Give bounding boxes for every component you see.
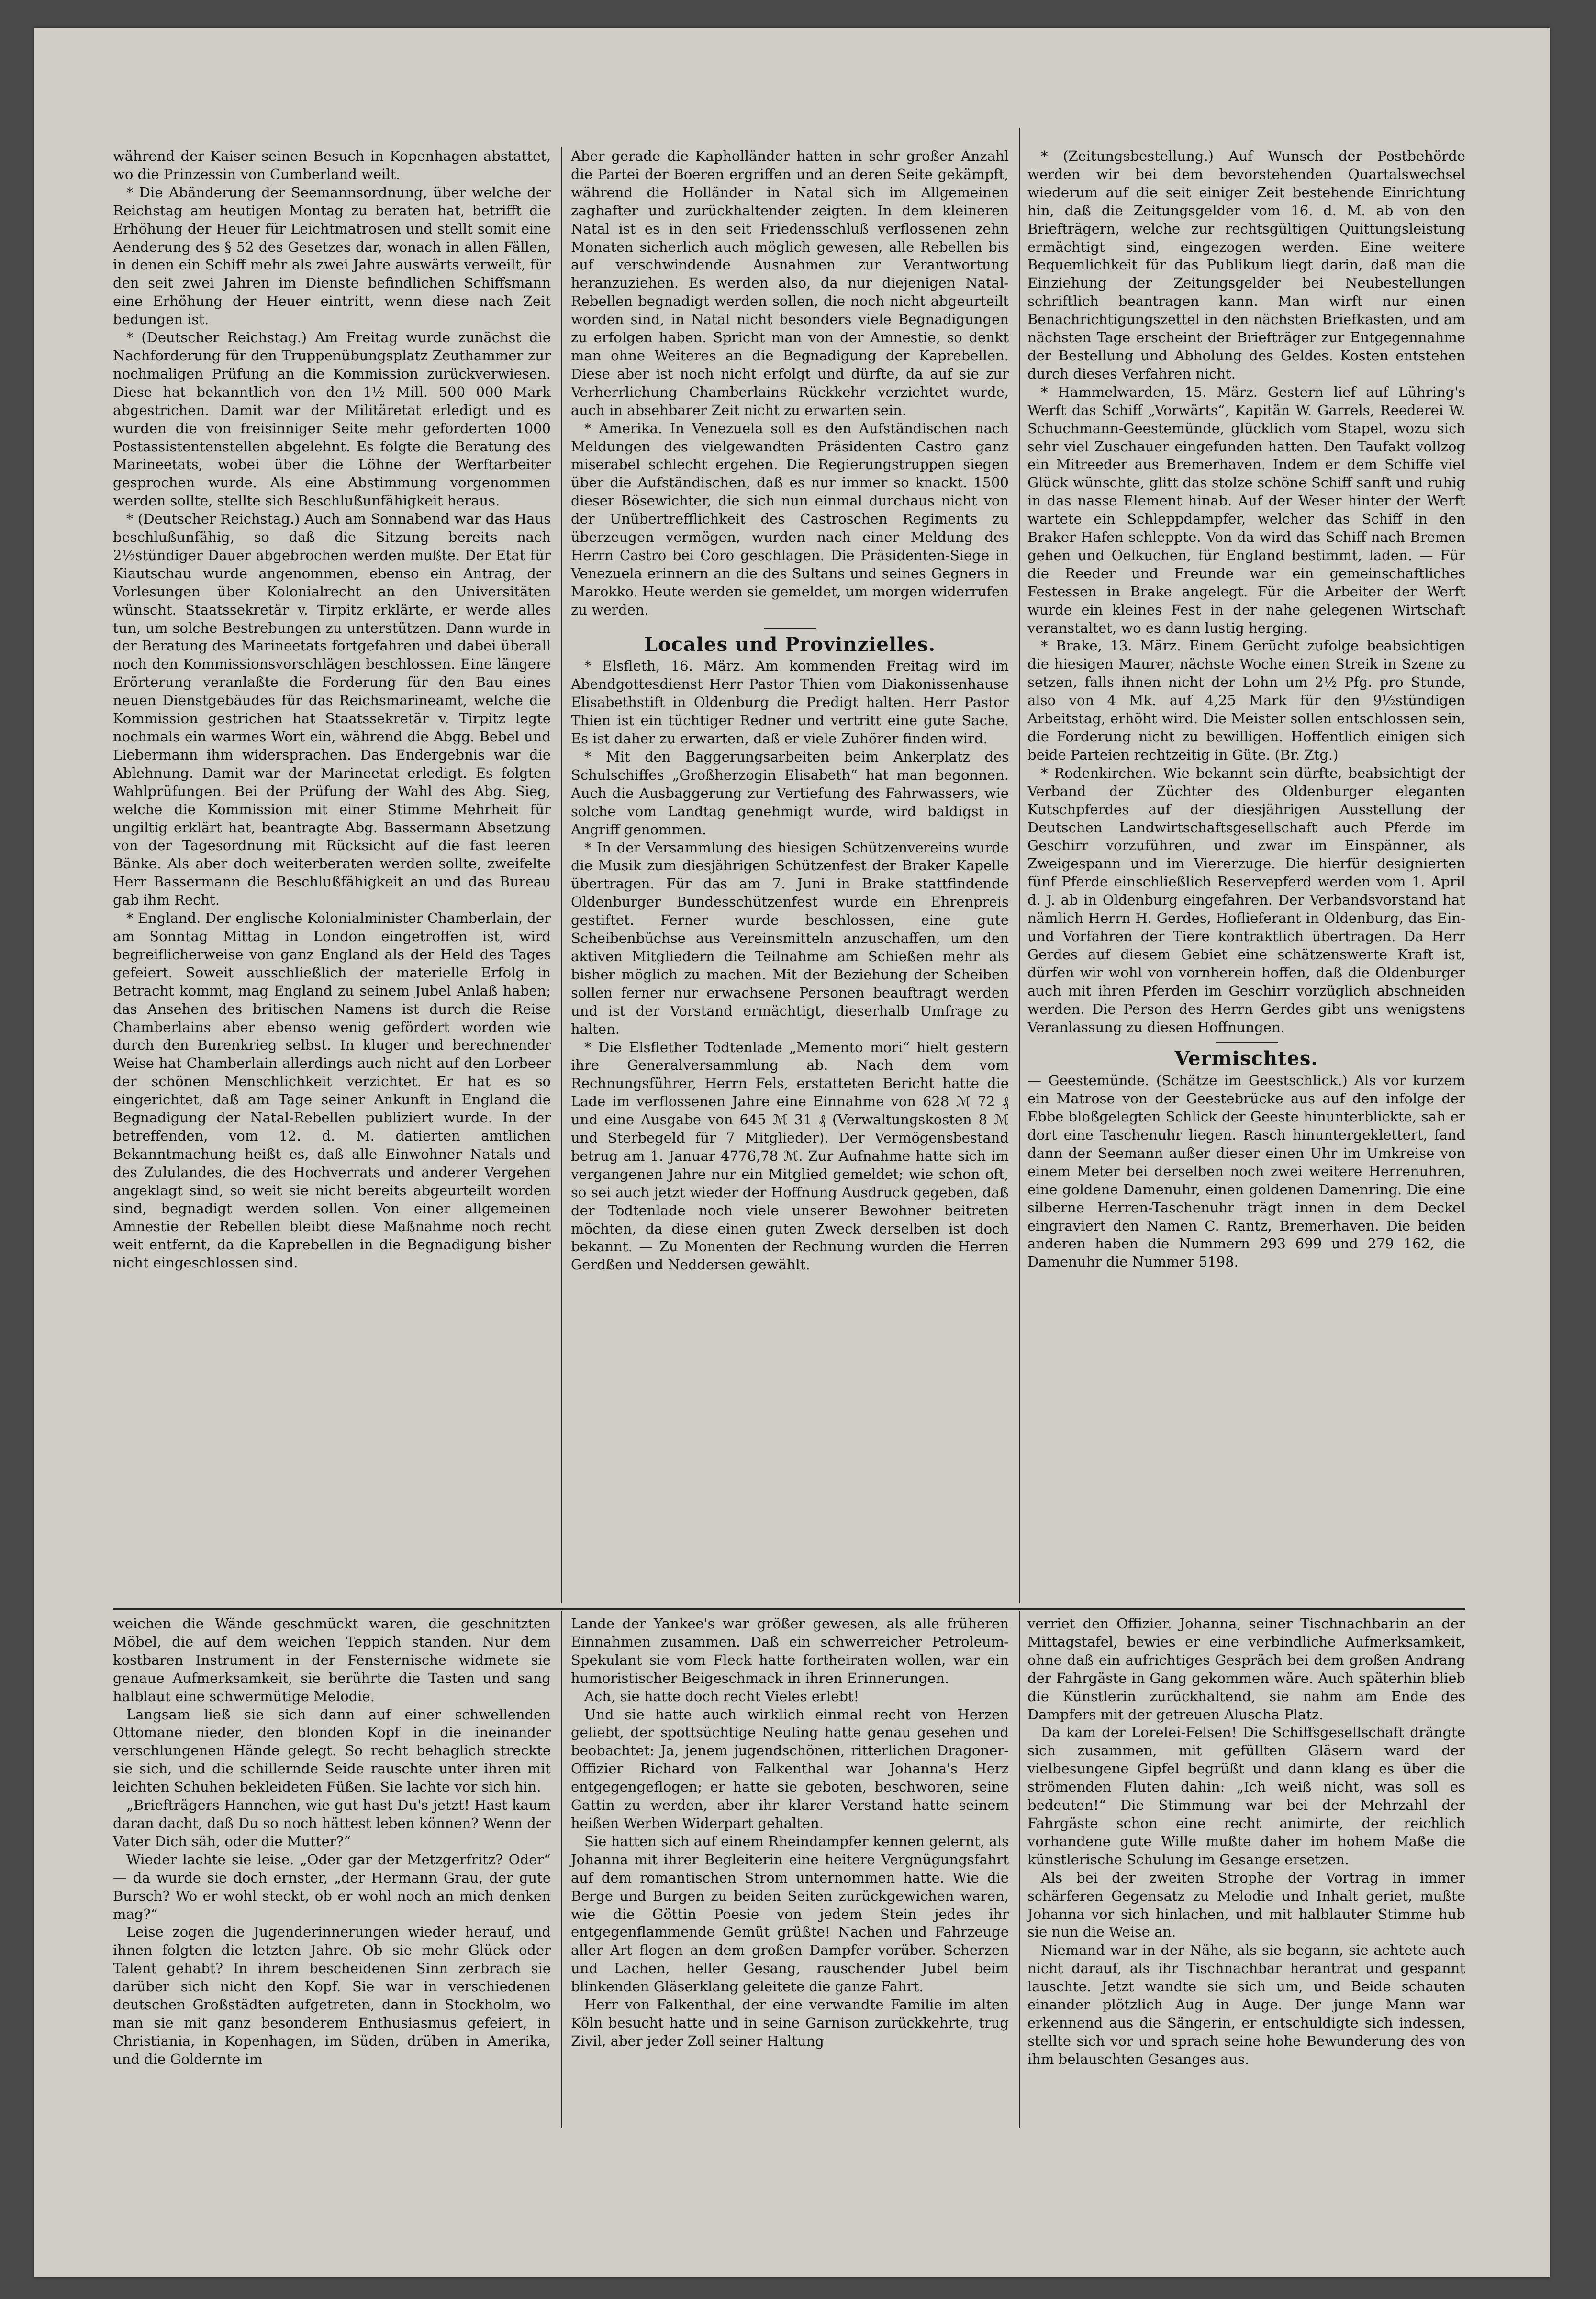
article-paragraph: Da kam der Lorelei-Felsen! Die Schiffsgesellschaft drängte sich zusammen, mit gefüllten Gläsern ward der vielbesungene Gipfel begrüßt und dann klang es über die strömenden Fluten dahin: „Ich weiß nicht, was soll es bedeuten!“ Die Stimmung war bei der Mehrzahl der Fahrgäste schon eine recht animirte, der reichlich vorhandene gute Wille mußte daher im hohem Maße die künstlerische Schulung im Gesange ersetzen. — [1027, 1724, 1465, 1868]
short-divider — [764, 628, 816, 629]
section-separator — [113, 1608, 1465, 1610]
article-paragraph: * Elsfleth, 16. März. Am kommenden Freitag wird im Abendgottesdienst Herr Pastor Thien vom Diakonissenhause Elisabethstift in Oldenburg die Predigt halten. Herr Pastor Thien ist ein tüchtiger Redner und vertritt eine gute Sache. Es ist daher zu erwarten, daß er viele Zuhörer finden wird. — [571, 658, 1009, 747]
article-paragraph: Langsam ließ sie sich dann auf einer schwellenden Ottomane nieder, den blonden Kopf in die ineinander verschlungenen Hände gelegt. So recht behaglich streckte sie sich, und die schillernde Seide rauschte unter ihren mit leichten Schuhen bekleideten Füßen. Sie lachte vor sich hin. — [113, 1706, 551, 1795]
article-paragraph: Sie hatten sich auf einem Rheindampfer kennen gelernt, als Johanna mit ihrer Begleiterin eine heitere Vergnügungsfahrt auf dem romantischen Strom unternommen hatte. Wie die Berge und Burgen zu beiden Seiten zurückgewichen waren, wie die Göttin Poesie von jedem Stein jedes ihr entgegenflammende Gemüt grüßte! Nachen und Fahrzeuge aller Art flogen an dem großen Dampfer vorüber. Scherzen und Lachen, heller Gesang, rauschender Jubel beim blinkenden Gläserklang geleitete die ganze Fahrt. — [571, 1833, 1009, 1995]
upper-column-2 — [571, 147, 1009, 1274]
upper-column-3 — [1027, 147, 1465, 1271]
article-paragraph: Lande der Yankee's war größer gewesen, als alle früheren Einnahmen zusammen. Daß ein schwerreicher Petroleum-Spekulant sie vom Fleck hatte fortheiraten wollen, war ein humoristischer Beigeschmack in ihren Erinnerungen. — [571, 1615, 1009, 1686]
article-paragraph: * England. Der englische Kolonialminister Chamberlain, der am Sonntag Mittag in London eingetroffen ist, wird begreiflicherweise von ganz England als der Held des Tages gefeiert. Soweit ausschließlich der materielle Erfolg in Betracht kommt, mag England zu seinem Jubel Anlaß haben; das Ansehen des britischen Namens ist durch die Reise Chamberlains aber ebenso wenig gefördert worden wie durch den Burenkrieg selbst. In kluger und berechnender Weise hat Chamberlain allerdings auch nicht auf den Lorbeer der schönen Menschlichkeit verzichtet. Er hat es so eingerichtet, daß am Tage seiner Ankunft in England die Begnadigung der Natal-Rebellen publiziert wurde. In der betreffenden, vom 12. d. M. datierten amtlichen Bekanntmachung heißt es, daß alle Einwohner Natals und des Zululandes, die des Hochverrats und anderer Vergehen angeklagt sind, so weit sie nicht bereits abgeurteilt worden sind, begnadigt werden sollen. Von einer allgemeinen Amnestie der Rebellen bleibt diese Maßnahme noch recht weit entfernt, da die Kaprebellen in die Begnadigung bisher nicht eingeschlossen sind. — [113, 910, 551, 1271]
article-paragraph: * Die Abänderung der Seemannsordnung, über welche der Reichstag am heutigen Montag zu beraten hat, betrifft die Erhöhung der Heuer für Leichtmatrosen und stellt somit eine Aenderung des § 52 des Gesetzes dar, wonach in allen Fällen, in denen ein Schiff mehr als zwei Jahre auswärts verweilt, für den seit zwei Jahren im Dienste befindlichen Schiffsmann eine Erhöhung der Heuer eintritt, wenn diese nach Zeit bedungen ist. — [113, 184, 551, 328]
column-divider — [561, 1611, 562, 2128]
column-divider — [561, 147, 562, 1603]
article-paragraph: * In der Versammlung des hiesigen Schützenvereins wurde die Musik zum diesjährigen Schützenfest der Braker Kapelle übertragen. Für das am 7. Juni in Brake stattfindende Oldenburger Bundesschützenfest wurde ein Ehrenpreis gestiftet. Ferner wurde beschlossen, eine gute Scheibenbüchse aus Vereinsmitteln anzuschaffen, um den aktiven Mitgliedern die Teilnahme am Schießen mehr als bisher möglich zu machen. Mit der Beziehung der Scheiben sollen ferner nur erwachsene Personen beauftragt werden und ist der Vorstand ermächtigt, dieserhalb Umfrage zu halten. — [571, 839, 1009, 1037]
article-paragraph: Wieder lachte sie leise. „Oder gar der Metzgerfritz? Oder“ — da wurde sie doch ernster, „der Hermann Grau, der gute Bursch? Wo er wohl steckt, ob er wohl noch an mich denken mag?“ — [113, 1851, 551, 1922]
upper-column-1 — [113, 147, 551, 1272]
column-divider — [1019, 128, 1020, 1603]
column-divider — [1019, 1611, 1020, 2128]
section-heading-vermischtes: Vermischtes. — [1174, 1047, 1318, 1070]
article-paragraph: Und sie hatte auch wirklich einmal recht von Herzen geliebt, der spottsüchtige Neuling hatte genau gesehen und beobachtet: Ja, jenem jugendschönen, ritterlichen Dragoner-Offizier Richard von Falkenthal war Johanna's Herz entgegengeflogen; er hatte sie geboten, beschworen, seine Gattin zu werden, aber ihr klarer Verstand hatte seinem heißen Werben Widerpart gehalten. — [571, 1706, 1009, 1831]
article-paragraph: * Rodenkirchen. Wie bekannt sein dürfte, beabsichtigt der Verband der Züchter des Oldenburger eleganten Kutschpferdes auf der diesjährigen Ausstellung der Deutschen Landwirtschaftsgesellschaft auch Pferde im Geschirr vorzuführen, und zwar im Einspänner, als Zweigespann und im Viererzuge. Die hierfür designierten fünf Pferde einschließlich Reservepferd werden vom 1. April d. J. ab in Oldenburg eingefahren. Der Verbandsvorstand hat nämlich Herrn H. Gerdes, Hoflieferant in Oldenburg, das Ein- und Vorfahren der Tiere kontraktlich übertragen. Da Herr Gerdes auf diesem Gebiet eine schätzenswerte Kraft ist, dürfen wir wohl von vornherein hoffen, daß die Oldenburger auch mit ihren Pferden im Geschirr vorzüglich abschneiden werden. Die Person des Herrn Gerdes gibt uns wenigstens Veranlassung zu diesen Hoffnungen. — [1027, 764, 1465, 1035]
article-paragraph: „Briefträgers Hannchen, wie gut hast Du's jetzt! Hast kaum daran dacht, daß Du so noch hättest leben können? Wenn der Vater Dich säh, oder die Mutter?“ — [113, 1797, 551, 1850]
lower-column-2 — [571, 1615, 1009, 2051]
article-paragraph: Aber gerade die Kapholländer hatten in sehr großer Anzahl die Partei der Boeren ergriffen und an deren Seite gekämpft, während die Holländer in Natal sich im Allgemeinen zaghafter und zurückhaltender zeigten. In dem kleineren Natal ist es in den seit Friedensschluß verflossenen zehn Monaten sicherlich auch möglich gewesen, alle Rebellen bis auf verschwindende Ausnahmen zur Verantwortung heranzuziehen. Es werden also, da nur diejenigen Natal-Rebellen begnadigt werden sollen, die noch nicht abgeurteilt worden sind, in Natal nicht besonders viele Begnadigungen zu erfolgen haben. Spricht man von der Amnestie, so denkt man ohne Weiteres an die Begnadigung der Kaprebellen. Diese aber ist noch nicht erfolgt und dürfte, da auf sie zur Verherrlichung Chamberlains Rückkehr verzichtet wurde, auch in absehbarer Zeit nicht zu erwarten sein. — [571, 148, 1009, 418]
lower-column-3 — [1027, 1615, 1465, 2069]
article-paragraph: * Die Elsflether Todtenlade „Memento mori“ hielt gestern ihre Generalversammlung ab. Nach dem vom Rechnungsführer, Herrn Fels, erstatteten Bericht hatte die Lade im verflossenen Jahre eine Einnahme von 628 ℳ 72 ₰ und eine Ausgabe von 645 ℳ 31 ₰ (Verwaltungskosten 8 ℳ und Sterbegeld für 7 Mitglieder). Der Vermögensbestand betrug am 1. Januar 4776,78 ℳ. Zur Aufnahme hatte sich im vergangenen Jahre nur ein Mitglied gemeldet; wie schon oft, so sei auch jetzt wieder der Hoffnung Ausdruck gegeben, daß der Todtenlade noch viele unserer Bewohner beitreten möchten, da diese einen guten Zweck derselben ist doch bekannt. — Zu Monenten der Rechnung wurden die Herren Gerdßen und Neddersen gewählt. — [571, 1039, 1009, 1273]
article-paragraph: Leise zogen die Jugenderinnerungen wieder herauf, und ihnen folgten die letzten Jahre. Ob sie mehr Glück oder Talent gehabt? In ihrem bescheidenen Sinn zerbrach sie darüber sich nicht den Kopf. Sie war in verschiedenen deutschen Großstädten aufgetreten, dann in Stockholm, wo man sie mit ganz besonderem Enthusiasmus gefeiert, in Christiania, in Kopenhagen, im Süden, drüben in Amerika, und die Goldernte im — [113, 1924, 551, 2067]
article-paragraph: Als bei der zweiten Strophe der Vortrag in immer schärferen Gegensatz zu Melodie und Inhalt geriet, mußte Johanna vor sich hinlachen, und mit halblauter Stimme hub sie nun die Weise an. — [1027, 1869, 1465, 1940]
article-paragraph: weichen die Wände geschmückt waren, die geschnitzten Möbel, die auf dem weichen Teppich standen. Nur dem kostbaren Instrument in der Fensternische widmete sie genaue Aufmerksamkeit, sie berührte die Tasten und sang halblaut eine schwermütige Melodie. — [113, 1615, 551, 1705]
short-divider — [1216, 1042, 1278, 1043]
article-paragraph: während der Kaiser seinen Besuch in Kopenhagen abstattet, wo die Prinzessin von Cumberland weilt. — [113, 148, 551, 182]
newspaper-page — [34, 28, 1550, 2277]
article-paragraph: * Brake, 13. März. Einem Gerücht zufolge beabsichtigen die hiesigen Maurer, nächste Woche einen Streik in Szene zu setzen, falls ihnen nicht der Lohn um 2½ Pfg. pro Stunde, also von 4 Mk. auf 4,25 Mark für den 9½stündigen Arbeitstag, erhöht wird. Die Meister sollen entschlossen sein, die Forderung nicht zu bewilligen. Hoffentlich einigen sich beide Parteien rechtzeitig in Güte. (Br. Ztg.) — [1027, 638, 1465, 763]
article-paragraph: Herr von Falkenthal, der eine verwandte Familie im alten Köln besucht hatte und in seine Garnison zurückkehrte, trug Zivil, aber jeder Zoll seiner Haltung — [571, 1996, 1009, 2049]
article-paragraph: verriet den Offizier. Johanna, seiner Tischnachbarin an der Mittagstafel, bewies er eine verbindliche Aufmerksamkeit, ohne daß ein aufrichtiges Gespräch bei dem großen Andrang der Fahrgäste in Gang gekommen wäre. Auch späterhin blieb die Künstlerin zurückhaltend, sie nahm am Ende des Dampfers mit der getreuen Aluscha Platz. — [1027, 1615, 1465, 1723]
article-paragraph: * Mit den Baggerungsarbeiten beim Ankerplatz des Schulschiffes „Großherzogin Elisabeth“ hat man begonnen. Auch die Ausbaggerung zur Vertiefung des Fahrwassers, wie solche vom Landtag genehmigt wurde, wird baldigst in Angriff genommen. — [571, 749, 1009, 838]
article-paragraph: * Hammelwarden, 15. März. Gestern lief auf Lühring's Werft das Schiff „Vorwärts“, Kapitän W. Garrels, Reederei W. Schuchmann-Geestemünde, glücklich vom Stapel, wozu sich sehr viel Zuschauer eingefunden hatten. Den Taufakt vollzog ein Mitreeder aus Bremerhaven. Indem er dem Schiffe viel Glück wünschte, glitt das stolze schöne Schiff sanft und ruhig in das nasse Element hinab. Auf der Weser hinter der Werft wartete ein Schleppdampfer, welcher das Schiff in den Braker Hafen schleppte. Von da wird das Schiff nach Bremen gehen und Oelkuchen, für England bestimmt, laden. — Für die Reeder und Freunde war ein gemeinschaftliches Festessen in Brake angelegt. Für die Arbeiter der Werft wurde ein kleines Fest in der nahe gelegenen Wirtschaft veranstaltet, wo es dann lustig herging. — [1027, 383, 1465, 636]
article-paragraph: * (Zeitungsbestellung.) Auf Wunsch der Postbehörde werden wir bei dem bevorstehenden Quartalswechsel wiederum auf die seit einiger Zeit bestehende Einrichtung hin, daß die Zeitungsgelder vom 16. d. M. ab von den Briefträgern, welche zur rechtsgültigen Quittungsleistung ermächtigt sind, eingezogen werden. Eine weitere Bequemlichkeit für das Publikum liegt darin, daß man die Einziehung der Zeitungsgelder bei Neubestellungen schriftlich beantragen kann. Man wirft nur einen Benachrichtigungszettel in den nächsten Briefkasten, und am nächsten Tage erscheint der Briefträger zur Entgegennahme der Bestellung und Abholung des Geldes. Kosten entstehen durch dieses Verfahren nicht. — [1027, 148, 1465, 382]
article-paragraph: — Geestemünde. (Schätze im Geestschlick.) Als vor kurzem ein Matrose von der Geestebrücke aus auf den infolge der Ebbe bloßgelegten Schlick der Geeste hinunterblickte, sah er dort eine Taschenuhr liegen. Rasch hinuntergeklettert, fand dann der Seemann außer dieser einen Uhr im Umkreise von einem Meter bei derselben noch zwei weitere Herrenuhren, eine goldene Damenuhr, einen goldenen Damenring. Die eine silberne Herren-Taschenuhr trägt innen in dem Deckel eingraviert den Namen C. Rantz, Bremerhaven. Die beiden anderen haben die Nummern 293 699 und 279 162, die Damenuhr die Nummer 5198. — [1027, 1072, 1465, 1270]
lower-column-1 — [113, 1615, 551, 2069]
section-heading-locales: Locales und Provinzielles. — [644, 633, 936, 656]
article-paragraph: * (Deutscher Reichstag.) Auch am Sonnabend war das Haus beschlußunfähig, so daß die Sitzung bereits nach 2½stündiger Dauer abgebrochen werden mußte. Der Etat für Kiautschau wurde angenommen, ebenso ein Antrag, der Vorlesungen über Kolonialrecht an den Universitäten wünscht. Staatssekretär v. Tirpitz erklärte, er werde alles tun, um solche Bestrebungen zu unterstützen. Dann wurde in der Beratung des Marineetats fortgefahren und dabei überall noch den Kommissionsvorschlägen beschlossen. Eine längere Erörterung veranlaßte die Forderung für den Bau eines neuen Dienstgebäudes für das Reichsmarineamt, welche die Kommission gestrichen hat Staatssekretär v. Tirpitz legte nochmals ein warmes Wort ein, während die Abgg. Bebel und Liebermann ihm widersprachen. Das Endergebnis war die Ablehnung. Damit war der Marineetat erledigt. Es folgten Wahlprüfungen. Bei der Prüfung der Wahl des Abg. Sieg, welche die Kommission mit einer Stimme Mehrheit für ungiltig erklärt hat, beantragte Abg. Bassermann Absetzung von der Tagesordnung mit Rücksicht auf die fast leeren Bänke. Als aber doch weiterberaten werden sollte, zweifelte Herr Bassermann die Beschlußfähigkeit an und das Bureau gab ihm Recht. — [113, 511, 551, 908]
article-paragraph: * Amerika. In Venezuela soll es den Aufständischen nach Meldungen des vielgewandten Präsidenten Castro ganz miserabel schlecht ergehen. Die Regierungstruppen siegen über die Aufständischen, daß es nur immer so knackt. 1500 dieser Bösewichter, die sich nun einmal durchaus nicht von der Unübertrefflichkeit des Castroschen Regiments zu überzeugen vermögen, wurden nach einer Meldung des Herrn Castro bei Coro geschlagen. Die Präsidenten-Siege in Venezuela erinnern an die des Sultans und seines Gegners in Marokko. Heute werden sie gemeldet, um morgen widerrufen zu werden. — [571, 420, 1009, 618]
article-paragraph: Ach, sie hatte doch recht Vieles erlebt! — [584, 1688, 859, 1705]
article-paragraph: * (Deutscher Reichstag.) Am Freitag wurde zunächst die Nachforderung für den Truppenübungsplatz Zeuthammer zur nochmaligen Prüfung an die Kommission zurückverwiesen. Diese hat bekanntlich von den 1½ Mill. 500 000 Mark abgestrichen. Damit war der Militäretat erledigt und es wurden die von freisinniger Seite mehr geforderten 1000 Postassistentenstellen abgelehnt. Es folgte die Beratung des Marineetats, wobei über die Löhne der Werftarbeiter gesprochen wurde. Als eine Abstimmung vorgenommen werden sollte, stellte sich Beschlußunfähigkeit heraus. — [113, 329, 551, 509]
article-paragraph: Niemand war in der Nähe, als sie begann, sie achtete auch nicht darauf, als ihr Tischnachbar herantrat und gespannt lauschte. Jetzt wandte sie sich um, und Beide schauten einander plötzlich Aug in Auge. Der junge Mann war erkennend aus die Sängerin, er entschuldigte sich indessen, stellte sich vor und sprach seine hohe Bewunderung des von ihm belauschten Gesanges aus. — [1027, 1942, 1465, 2067]
